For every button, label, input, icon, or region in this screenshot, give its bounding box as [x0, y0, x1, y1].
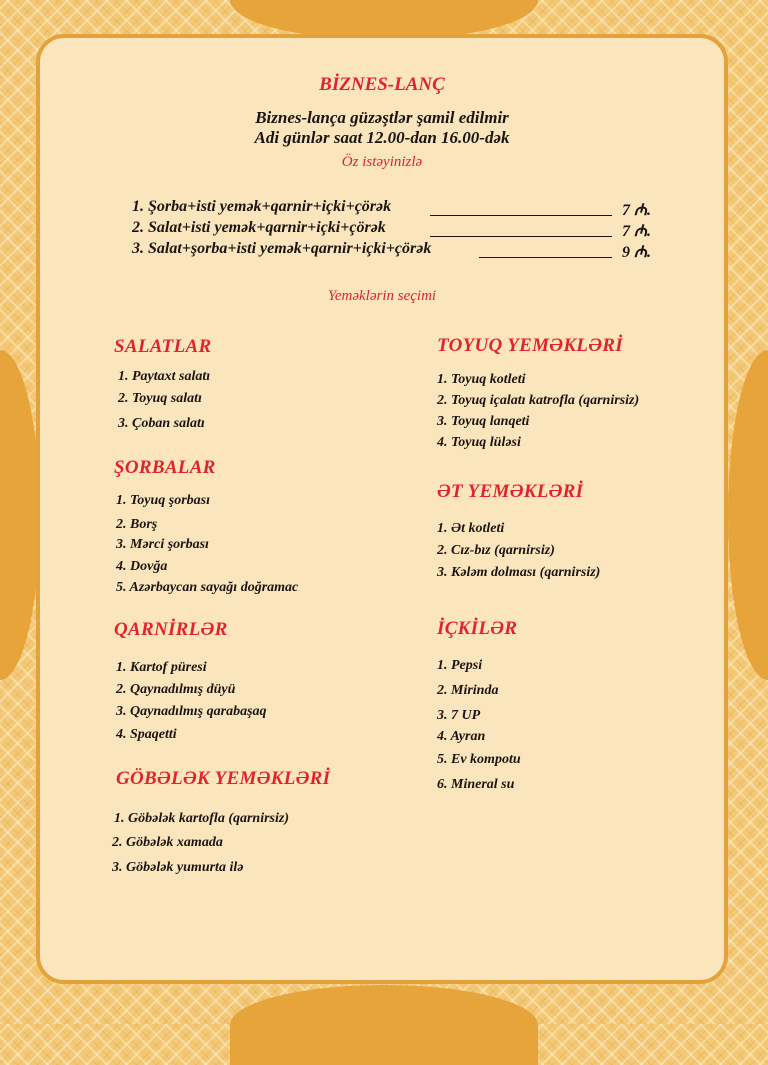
choice-label: Öz istəyinizlə [341, 154, 423, 170]
menu-item: 3. Çoban salatı [118, 416, 205, 431]
ornament-right [728, 350, 768, 680]
selection-title: Yeməklərin seçimi [327, 288, 437, 304]
menu-item: 2. Borş [116, 517, 158, 532]
menu-item: 1. Göbələk kartofla (qarnirsiz) [114, 811, 289, 826]
menu-item: 1. Toyuq şorbası [116, 493, 211, 508]
ornament-left [0, 350, 40, 680]
menu-item: 2. Toyuq içalatı katrofla (qarnirsiz) [437, 393, 640, 408]
menu-item: 1. Toyuq kotleti [437, 372, 526, 387]
combo-text: 1. Şorba+isti yemək+qarnir+içki+çörək [132, 198, 392, 215]
menu-item: 2. Mirinda [437, 683, 499, 698]
menu-item: 3. Kələm dolması (qarnirsiz) [437, 565, 601, 580]
combo-text: 2. Salat+isti yemək+qarnir+içki+çörək [132, 219, 386, 236]
menu-item: 1. Paytaxt salatı [118, 369, 211, 384]
menu-item: 3. Toyuq lanqeti [437, 414, 530, 429]
menu-card [36, 34, 728, 984]
combo-price: 9 ₼. [622, 244, 651, 261]
category-sides-title: QARNİRLƏR [114, 619, 228, 640]
menu-item: 4. Toyuq lüləsi [437, 435, 521, 450]
category-salads-title: SALATLAR [114, 336, 212, 357]
menu-item: 1. Pepsi [437, 658, 483, 673]
combo-price: 7 ₼. [622, 202, 651, 219]
combo-price: 7 ₼. [622, 223, 651, 240]
combo-dotted-line [430, 215, 612, 216]
menu-title: BİZNES-LANÇ [319, 74, 445, 95]
combo-text: 3. Salat+şorba+isti yemək+qarnir+içki+çörək [132, 240, 432, 257]
menu-item: 2. Toyuq salatı [118, 391, 202, 406]
menu-item: 3. Mərci şorbası [116, 537, 209, 552]
menu-item: 1. Kartof püresi [116, 660, 207, 675]
menu-item: 5. Azərbaycan sayağı doğramac [116, 580, 299, 595]
menu-item: 5. Ev kompotu [437, 752, 521, 767]
combo-row [132, 240, 651, 261]
combo-dotted-line [430, 236, 612, 237]
combo-dotted-line [479, 257, 612, 258]
menu-item: 1. Ət kotleti [437, 521, 505, 536]
category-chicken-title: TOYUQ YEMƏKLƏRİ [437, 335, 623, 356]
menu-item: 3. Göbələk yumurta ilə [112, 860, 244, 875]
category-drinks-title: İÇKİLƏR [437, 618, 518, 639]
subtitle-hours: Adi günlər saat 12.00-dan 16.00-dək [254, 128, 510, 147]
combo-row [132, 219, 651, 240]
category-meat-title: ƏT YEMƏKLƏRİ [437, 481, 584, 502]
category-mushroom-title: GÖBƏLƏK YEMƏKLƏRİ [116, 768, 331, 789]
category-soups-title: ŞORBALAR [114, 457, 216, 478]
menu-item: 2. Göbələk xamada [112, 835, 223, 850]
subtitle-discount: Biznes-lança güzəştlər şamil edilmir [255, 108, 509, 127]
ornament-bottom [230, 985, 538, 1065]
menu-item: 3. 7 UP [437, 708, 481, 723]
menu-item: 6. Mineral su [437, 777, 515, 792]
combo-row [132, 198, 651, 219]
menu-item: 4. Spaqetti [116, 727, 177, 742]
menu-item: 3. Qaynadılmış qarabaşaq [116, 704, 267, 719]
menu-item: 4. Dovğa [116, 559, 168, 574]
menu-item: 4. Ayran [437, 729, 486, 744]
menu-item: 2. Cız-bız (qarnirsiz) [437, 543, 555, 558]
menu-item: 2. Qaynadılmış düyü [116, 682, 236, 697]
